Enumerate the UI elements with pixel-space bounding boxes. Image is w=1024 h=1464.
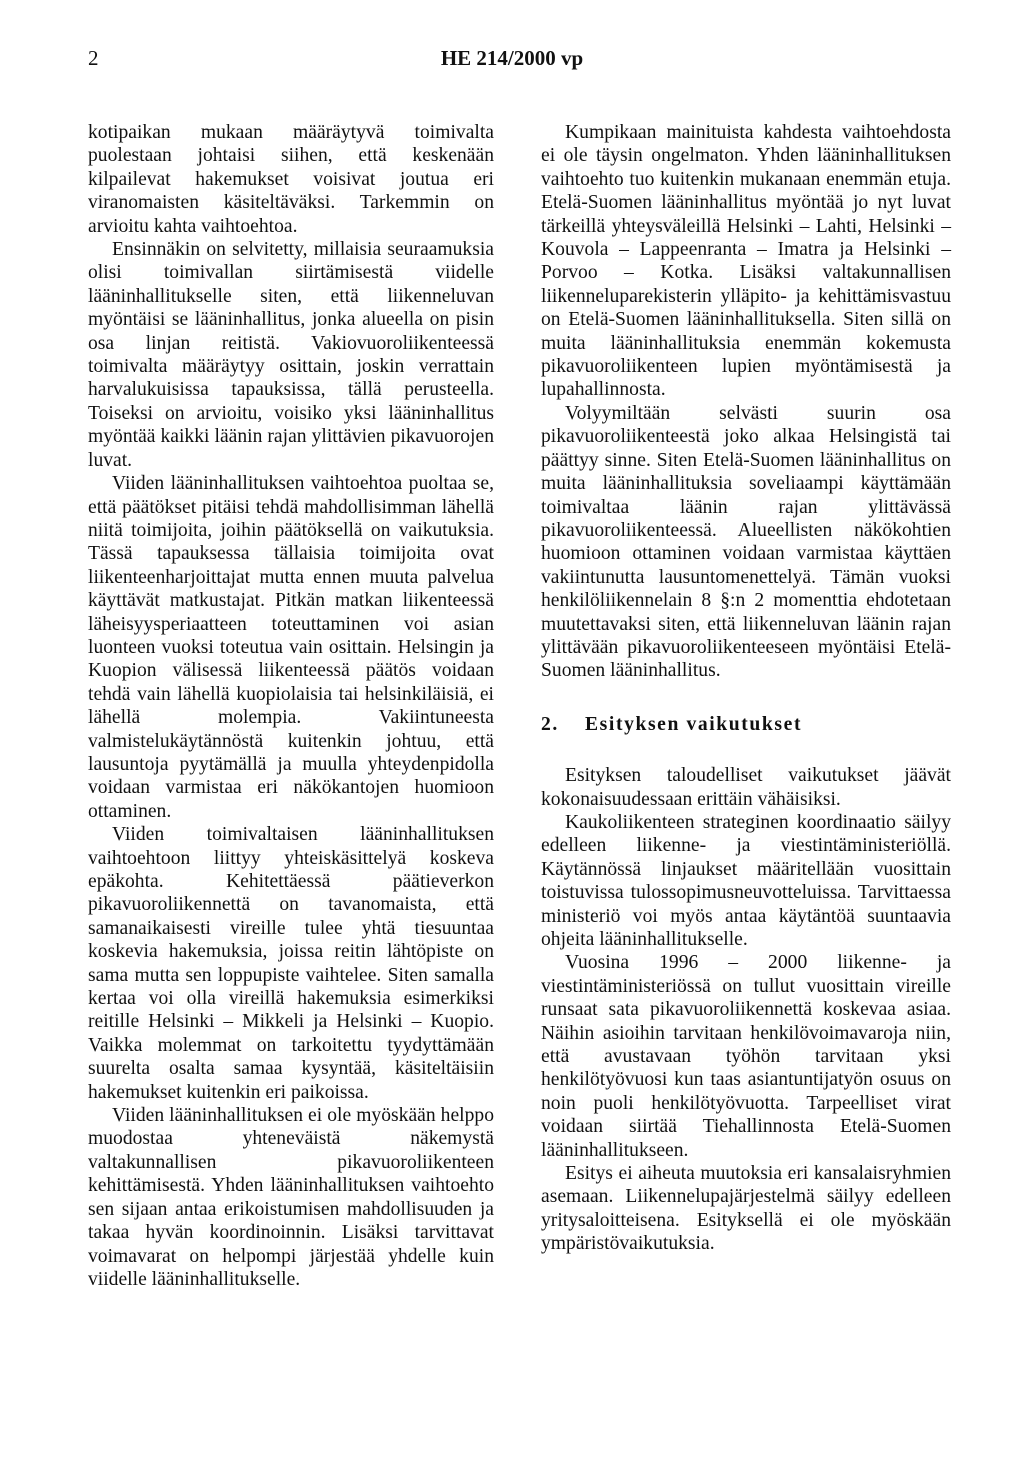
paragraph: Volyymiltään selvästi suurin osa pikavuoroliikenteestä joko alkaa Helsingistä tai päättyy sinne. Siten Etelä-Suomen lääninhallitus on muita lääninhallituksia soveliaampi käyttämään toimivaltaa läänin rajan ylittävässä pikavuoroliikenteessä. Alueellisten näkökohtien huomioon ottaminen voidaan varmistaa käyttäen vakiintunutta lausuntomenettelyä. Tämän vuoksi henkilöliikennelain 8 §:n 2 momenttia ehdotetaan muutettavaksi siten, että liikenneluvan läänin rajan ylittävään pikavuoroliikenteeseen myöntäisi Etelä-Suomen lääninhallitus. [541,402,951,682]
paragraph: Kaukoliikenteen strateginen koordinaatio säilyy edelleen liikenne- ja viestintäministeriöllä. Käytännössä linjaukset määritellään vuosittain toistuvissa tulossopimusneuvotteluissa. Tarvittaessa ministeriö voi myös antaa käytäntöä suuntaavia ohjeita lääninhallitukselle. [541,811,951,950]
left-column [88,121,494,1291]
section-title: Esityksen vaikutukset [585,713,803,735]
right-column [541,121,951,1256]
paragraph: Viiden lääninhallituksen ei ole myöskään helppo muodostaa yhteneväistä näkemystä valtakunnallisen pikavuoroliikenteen kehittämisestä. Yhden lääninhallituksen vaihtoehto sen sijaan antaa erikoistumisen mahdollisuuden ja takaa hyvän koordinoinnin. Lisäksi tarvittavat voimavarat on helpompi järjestää yhdelle kuin viidelle lääninhallitukselle. [88,1105,494,1290]
paragraph: Kumpikaan mainituista kahdesta vaihtoehdosta ei ole täysin ongelmaton. Yhden lääninhallituksen vaihtoehto tuo kuitenkin mukanaan enemmän etuja. Etelä-Suomen lääninhallitus myöntää jo nyt luvat tärkeillä yhteysväleillä Helsinki – Lahti, Helsinki – Kouvola – Lappeenranta – Imatra ja Helsinki – Porvoo – Kotka. Lisäksi valtakunnallisen liikenneluparekisterin ylläpito- ja kehittämisvastuu on Etelä-Suomen lääninhallituksella. Siten sillä on muita lääninhallituksia enemmän kokemusta pikavuoroliikenteen lupien myöntämisestä ja lupahallinnosta. [541,122,951,401]
paragraph: Vuosina 1996 – 2000 liikenne- ja viestintäministeriössä on tullut vuosittain vireille runsaat sata pikavuoroliikennettä koskevaa asiaa. Näihin asioihin tarvitaan henkilövoimavaroja niin, että avustavaan työhön tarvitaan yksi henkilötyövuosi kun taas asiantuntijatyön osuus on noin puoli henkilötyövuotta. Tarpeelliset virat voidaan siirtää Tiehallinnosta Etelä-Suomen lääninhallitukseen. [541,952,951,1161]
paragraph: kotipaikan mukaan määräytyvä toimivalta puolestaan johtaisi siihen, että keskenään kilpailevat hakemukset voisivat joutua eri viranomaisten käsiteltäväksi. Tarkemmin on arvioitu kahta vaihtoehtoa. [88,122,494,237]
section-heading [541,713,951,736]
section-number: 2. [541,713,559,735]
paragraph: Viiden lääninhallituksen vaihtoehtoa puoltaa se, että päätökset pitäisi tehdä mahdollisimman lähellä niitä toimijoita, joihin päätöksellä on vaikutuksia. Tässä tapauksessa tällaisia toimijoita ovat liikenteenharjoittajat mutta ennen muuta palvelua käyttävät matkustajat. Pitkän matkan liikenteessä läheisyysperiaatteen toteuttaminen voi asian luonteen vuoksi toteutua vain osittain. Helsingin ja Kuopion välisessä liikenteessä päätös voidaan tehdä vain lähellä kuopiolaisia tai helsinkiläisiä, ei lähellä molempia. Vakiintuneesta valmistelukäytännöstä kuitenkin johtuu, että lausuntoja pyytämällä ja muulla yhteydenpidolla voidaan varmistaa eri näkökantojen huomioon ottaminen. [88,473,494,822]
running-head: HE 214/2000 vp [440,46,584,70]
page-number: 2 [88,46,99,70]
paragraph: Esitys ei aiheuta muutoksia eri kansalaisryhmien asemaan. Liikennelupajärjestelmä säilyy edelleen yritysaloitteisena. Esityksellä ei ole myöskään ympäristövaikutuksia. [541,1163,951,1255]
paragraph: Viiden toimivaltaisen lääninhallituksen vaihtoehtoon liittyy yhteiskäsittelyä koskeva epäkohta. Kehitettäessä päätieverkon pikavuoroliikennettä on tavanomaista, että samanaikaisesti vireille tulee yhtä tiesuuntaa koskevia hakemuksia, joissa reitin lähtöpiste on sama mutta sen loppupiste vaihtelee. Siten samalla kertaa voi olla vireillä hakemuksia esimerkiksi reitille Helsinki – Mikkeli ja Helsinki – Kuopio. Vaikka molemmat on tarkoitettu tyydyttämään suurelta osalta samaa kysyntää, käsiteltäisiin hakemukset kuitenkin eri paikoissa. [88,824,494,1103]
paragraph: Esityksen taloudelliset vaikutukset jäävät kokonaisuudessaan erittäin vähäisiksi. [541,765,951,810]
paragraph: Ensinnäkin on selvitetty, millaisia seuraamuksia olisi toimivallan siirtämisestä viidelle lääninhallitukselle siten, että liikenneluvan myöntäisi se lääninhallitus, jonka alueella on pisin osa linjan reitistä. Vakiovuoroliikenteessä toimivalta määräytyy osittain, joskin verrattain harvalukuisissa tapauksissa, tällä perusteella. Toiseksi on arvioitu, voisiko yksi lääninhallitus myöntää kaikki läänin rajan ylittävien pikavuorojen luvat. [88,239,494,471]
